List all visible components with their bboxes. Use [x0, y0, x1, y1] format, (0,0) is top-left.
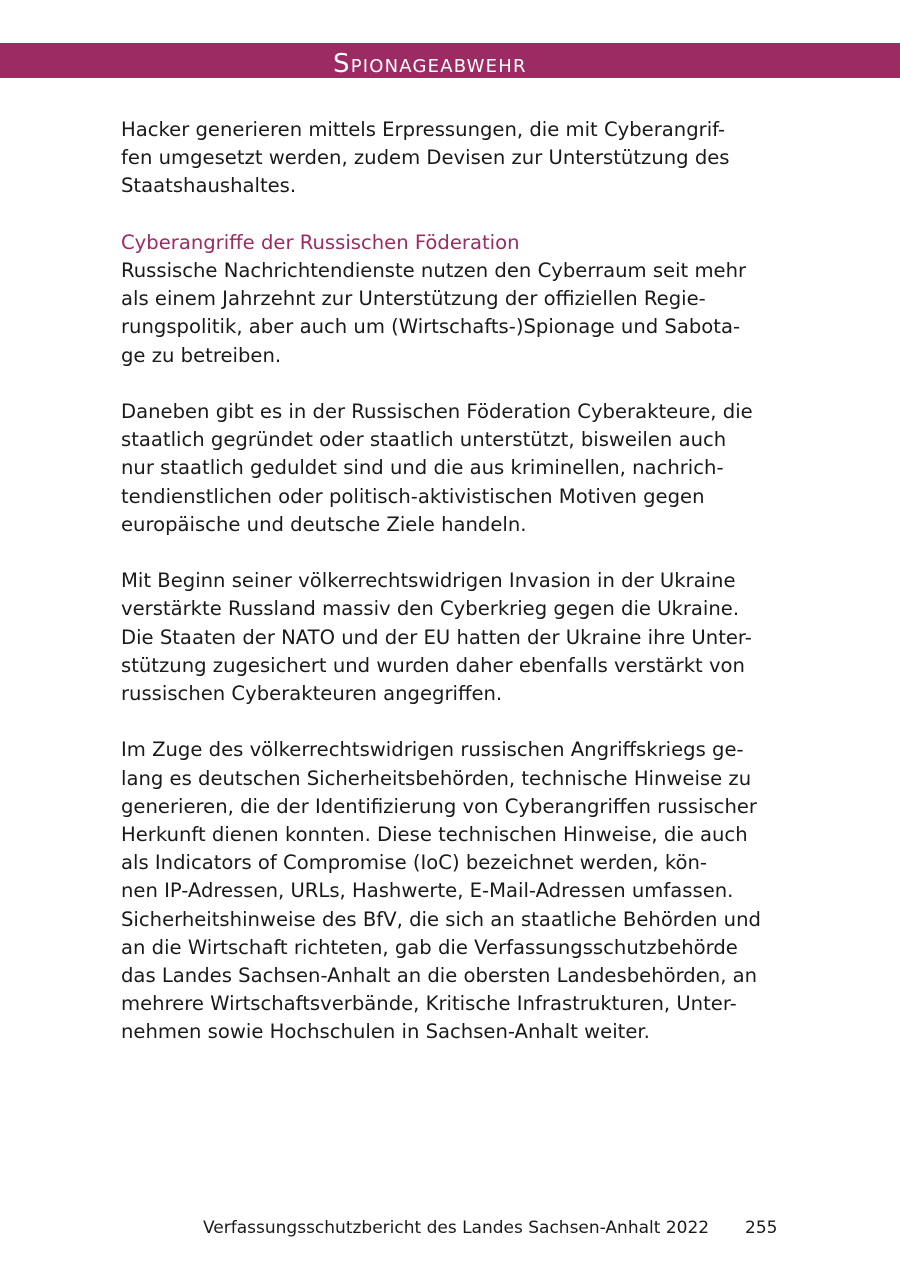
page-footer — [0, 1214, 900, 1242]
paragraph-ukraine-invasion: Mit Beginn seiner völkerrechtswidrigen Invasion in der Ukraine verstärkte Russland massiv den Cyberkrieg gegen die Ukraine. Die Staaten der NATO und der EU hatten der Ukraine ihre Unter- stützung zugesichert und wurden daher ebenfalls verstärkt von russischen Cyberakteuren angegriffen. — [121, 569, 752, 706]
publication-title: Verfassungsschutzbericht des Landes Sachsen-Anhalt 2022 — [203, 1218, 710, 1238]
paragraph-russian-intelligence: Russische Nachrichtendienste nutzen den Cyberraum seit mehr als einem Jahrzehnt zur Unterstützung der offiziellen Regie- rungspolitik, aber auch um (Wirtschafts-)Spionage und Sabota- ge zu betreiben. — [121, 259, 747, 367]
section-header-bar — [0, 43, 900, 78]
section-title: Spionageabwehr — [333, 49, 527, 79]
page-number: 255 — [745, 1218, 778, 1238]
paragraph-cyber-actors: Daneben gibt es in der Russischen Föderation Cyberakteure, die staatlich gegründet oder staatlich unterstützt, bisweilen auch nur staatlich geduldet sind und die aus kriminellen, nachrich- tendienstlichen oder politisch-aktivistischen Motiven gegen europäische und deutsche Ziele handeln. — [121, 400, 753, 536]
page-content — [121, 116, 801, 1047]
paragraph-hacker-extortion: Hacker generieren mittels Erpressungen, die mit Cyberangrif- fen umgesetzt werden, zudem Devisen zur Unterstützung des Staatshaushaltes. — [121, 118, 730, 198]
paragraph-indicators-of-compromise: Im Zuge des völkerrechtswidrigen russischen Angriffskriegs ge- lang es deutschen Sicherheitsbehörden, technische Hinweise zu generieren, die der Identifizierung von Cyberangriffen russischer Herkunft dienen konnten. Diese technischen Hinweise, die auch als Indicators of Compromise (IoC) bezeichnet werden, kön- nen IP-Adressen, URLs, Hashwerte, E-Mail-Adressen umfassen. Sicherheitshinweise des BfV, die sich an staatliche Behörden und an die Wirtschaft richteten, gab die Verfassungsschutzbehörde das Landes Sachsen-Anhalt an die obersten Landesbehörden, an mehrere Wirtschaftsverbände, Kritische Infrastrukturen, Unter- nehmen sowie Hochschulen in Sachsen-Anhalt weiter. — [121, 738, 761, 1044]
subheading-russian-cyberattacks: Cyberangriffe der Russischen Föderation — [121, 230, 520, 254]
